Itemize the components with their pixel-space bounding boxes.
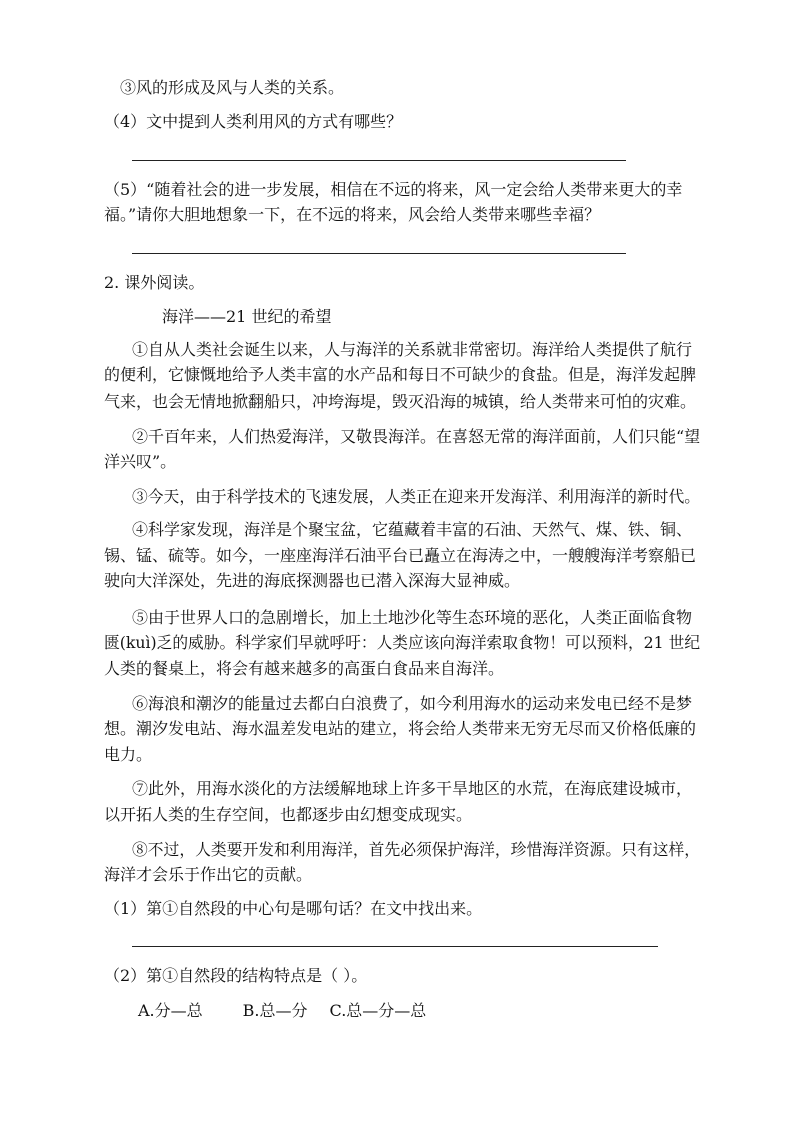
question-1: （1）第①自然段的中心句是哪句话？在文中找出来。 — [104, 899, 483, 918]
option-b[interactable]: B.总—分 — [242, 1001, 308, 1020]
paragraph-line: 以开拓人类的生存空间，也都逐步由幻想变成现实。 — [104, 805, 473, 824]
item-3-text: ③风的形成及风与人类的关系。 — [120, 78, 345, 97]
question-2-options — [138, 1001, 426, 1021]
paragraph-line: ①自从人类社会诞生以来，人与海洋的关系就非常密切。海洋给人类提供了航行 — [132, 340, 693, 359]
paragraph-line: ③今天，由于科学技术的飞速发展，人类正在迎来开发海洋、利用海洋的新时代。 — [132, 487, 701, 506]
answer-line-q5[interactable] — [132, 253, 626, 254]
paragraph-line: 锡、锰、硫等。如今，一座座海洋石油平台已矗立在海涛之中，一艘艘海洋考察船已 — [104, 546, 697, 565]
question-5-line-1: （5）“随着社会的进一步发展，相信在不远的将来，风一定会给人类带来更大的幸 — [104, 180, 683, 199]
paragraph-line: 人类的餐桌上，将会有越来越多的高蛋白食品来自海洋。 — [104, 659, 505, 678]
paragraph-line: ⑧不过，人类要开发和利用海洋，首先必须保护海洋，珍惜海洋资源。只有这样， — [132, 840, 701, 859]
paragraph-line: ②千百年来，人们热爱海洋，又敬畏海洋。在喜怒无常的海洋面前，人们只能“望 — [132, 427, 701, 446]
paragraph-line: 驶向大洋深处，先进的海底探测器也已潜入深海大显神威。 — [104, 571, 521, 590]
paragraph-line: 匮(kuì)乏的威胁。科学家们早就呼吁：人类应该向海洋索取食物！可以预料，21 世纪 — [104, 633, 701, 652]
paragraph-line: 想。潮汐发电站、海水温差发电站的建立，将会给人类带来无穷无尽而又价格低廉的 — [104, 719, 697, 738]
paragraph-line: 洋兴叹”。 — [104, 452, 177, 471]
question-5-line-2: 福。”请你大胆地想象一下，在不远的将来，风会给人类带来哪些幸福？ — [104, 205, 601, 224]
article-title: 海洋——21 世纪的希望 — [162, 307, 332, 326]
paragraph-line: ⑤由于世界人口的急剧增长，加上土地沙化等生态环境的恶化，人类正面临食物 — [132, 608, 693, 627]
option-a[interactable]: A.分—总 — [138, 1001, 203, 1020]
section-heading: 2. 课外阅读。 — [104, 273, 205, 292]
paragraph-line: ⑥海浪和潮汐的能量过去都白白浪费了，如今利用海水的运动来发电已经不是梦 — [132, 694, 693, 713]
paragraph-line: ⑦此外，用海水淡化的方法缓解地球上许多干旱地区的水荒，在海底建设城市， — [132, 779, 693, 798]
paragraph-line: 海洋才会乐于作出它的贡献。 — [104, 865, 313, 884]
question-2: （2）第①自然段的结构特点是（ ）。 — [104, 966, 368, 985]
answer-line-q4[interactable] — [132, 160, 626, 161]
question-4: （4）文中提到人类利用风的方式有哪些？ — [104, 112, 403, 131]
paragraph-line: 气来，也会无情地掀翻船只，冲垮海堤，毁灭沿海的城镇，给人类带来可怕的灾难。 — [104, 392, 697, 411]
paragraph-line: ④科学家发现，海洋是个聚宝盆，它蕴藏着丰富的石油、天然气、煤、铁、铜、 — [132, 520, 693, 539]
answer-line-q1[interactable] — [132, 946, 658, 947]
paragraph-line: 电力。 — [104, 745, 153, 764]
paragraph-line: 的便利，它慷慨地给予人类丰富的水产品和每日不可缺少的食盐。但是，海洋发起脾 — [104, 365, 697, 384]
option-c[interactable]: C.总—分—总 — [329, 1001, 427, 1020]
